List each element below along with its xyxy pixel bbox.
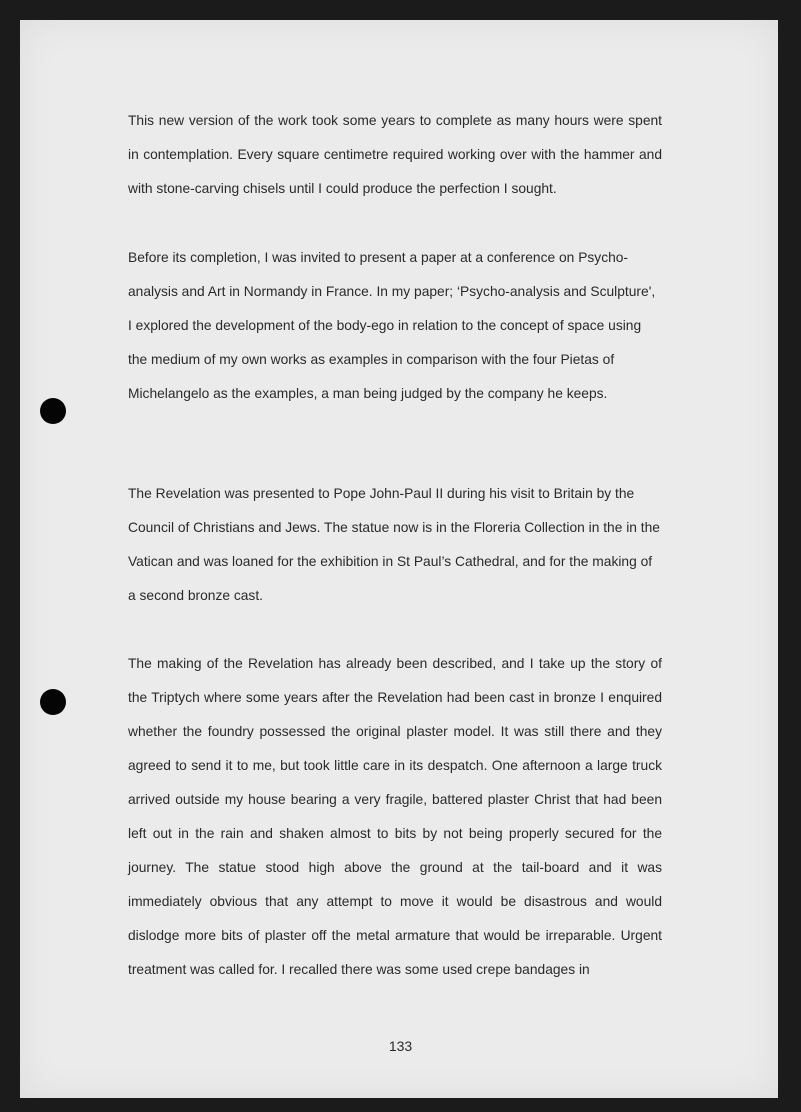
paragraph-2: Before its completion, I was invited to present a paper at a conference on Psycho-analysis and Art in Normandy in France. In my paper; ‘Psycho-analysis and Sculpture', I explored the development of the body-ego in relation to the concept of space using the medium of my own works as examples in comparison with the four Pietas of Michelangelo as the examples, a man being judged by the company he keeps. xyxy=(128,250,656,401)
punch-hole xyxy=(40,689,66,715)
paragraph-4: The making of the Revelation has already been described, and I take up the story of the Triptych where some years after the Revelation had been cast in bronze I enquired whether the foundry possessed the original plaster model. It was still there and they agreed to send it to me, but took little care in its despatch. One afternoon a large truck arrived outside my house bearing a very fragile, battered plaster Christ that had been left out in the rain and shaken almost to bits by not being properly secured for the journey. The statue stood high above the ground at the tail-board and it was immediately obvious that any attempt to move it would be disastrous and would dislodge more bits of plaster off the metal armature that would be irreparable. Urgent treatment was called for. I recalled there was some used crepe bandages in xyxy=(128,656,662,977)
paragraph-3: The Revelation was presented to Pope John-Paul II during his visit to Britain by the Council of Christians and Jews. The statue now is in the Floreria Collection in the in the Vatican and was loaned for the exhibition in St Paul’s Cathedral, and for the making of a second bronze cast. xyxy=(128,486,660,603)
paragraph-1: This new version of the work took some years to complete as many hours were spent in contemplation. Every square centimetre required working over with the hammer and with stone-carving chisels until I could produce the perfection I sought. xyxy=(128,113,662,196)
page-number: 133 xyxy=(388,1038,413,1054)
punch-hole xyxy=(40,398,66,424)
